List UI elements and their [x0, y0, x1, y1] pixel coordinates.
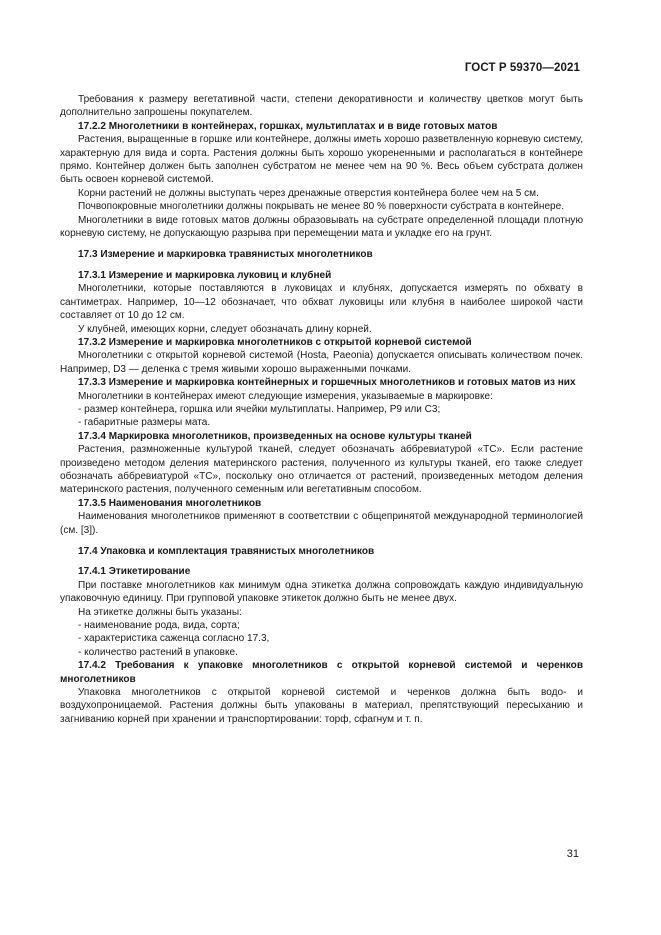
subsection-heading-17-3-2: 17.3.2 Измерение и маркировка многолетников с открытой корневой системой	[78, 336, 472, 348]
paragraph: На этикетке должны быть указаны:	[78, 606, 242, 618]
list-item: - размер контейнера, горшка или ячейки мультиплаты. Например, Р9 или С3;	[78, 403, 441, 415]
list-item: - характеристика саженца согласно 17.3,	[78, 633, 270, 645]
paragraph: Требования к размеру вегетативной части, степени декоративности и количеству цветков могут быть дополнительно запрошены покупателем.	[60, 94, 583, 119]
list-item: - наименование рода, вида, сорта;	[78, 620, 240, 632]
paragraph: Наименования многолетников применяют в соответствии с общепринятой международной терминологией (см. [3]).	[60, 511, 583, 536]
subsection-heading-17-4-2: 17.4.2 Требования к упаковке многолетников с открытой корневой системой и черенков многолетников	[60, 660, 583, 685]
subsection-heading-17-3-4: 17.3.4 Маркировка многолетников, произведенных на основе культуры тканей	[78, 430, 472, 442]
page-number: 31	[566, 848, 579, 860]
paragraph: Почвопокровные многолетники должны покрывать не менее 80 % поверхности субстрата в контейнере.	[78, 201, 565, 213]
subsection-heading-17-3-1: 17.3.1 Измерение и маркировка луковиц и клубней	[78, 269, 332, 281]
subsection-heading-17-4-1: 17.4.1 Этикетирование	[78, 566, 191, 578]
paragraph: При поставке многолетников как минимум одна этикетка должна сопровождать каждую индивидуальную упаковочную единицу. При групповой упаковке этикеток должно быть не менее двух.	[60, 579, 583, 605]
paragraph: Многолетники с открытой корневой системой (Hosta, Paeonia) допускается описывать количеством почек. Например, D3 — деленка с тремя живыми хорошо выраженными почками.	[60, 350, 583, 375]
paragraph: Многолетники в контейнерах имеют следующие измерения, указываемые в маркировке:	[78, 390, 493, 402]
list-item: - количество растений в упаковке.	[78, 646, 238, 658]
document-header-id: ГОСТ Р 59370—2021	[464, 62, 580, 74]
section-heading-17-3: 17.3 Измерение и маркировка травянистых многолетников	[78, 249, 373, 261]
subsection-heading-17-3-5: 17.3.5 Наименования многолетников	[78, 497, 262, 509]
subsection-heading-17-2-2: 17.2.2 Многолетники в контейнерах, горшках, мультиплатах и в виде готовых матов	[78, 120, 498, 132]
section-heading-17-4: 17.4 Упаковка и комплектация травянистых многолетников	[78, 546, 375, 557]
paragraph: Растения, выращенные в горшке или контейнере, должны иметь хорошо разветвленную корневую систему, характерную для вида и сорта. Растения должны быть хорошо укорененными и располагаться в контейнере прямо. Контейнер должен быть заполнен субстратом не менее чем на 90 %. Весь объем субстрата должен быть освоен корневой системой.	[60, 134, 583, 186]
page-content	[60, 93, 583, 726]
list-item: - габаритные размеры мата.	[78, 417, 211, 429]
paragraph: Многолетники в виде готовых матов должны образовывать на субстрате определенной площади плотную корневую систему, не допускающую разрыва при перемещении мата и укладке его на грунт.	[60, 214, 583, 240]
paragraph: Многолетники, которые поставляются в луковицах и клубнях, допускается измерять по обхвату в сантиметрах. Например, 10—12 обозначает, что обхват луковицы или клубня в наиболее широкой части составляет от 10 до 12 см.	[60, 283, 583, 322]
paragraph: У клубней, имеющих корни, следует обозначать длину корней.	[78, 323, 372, 335]
subsection-heading-17-3-3: 17.3.3 Измерение и маркировка контейнерных и горшечных многолетников и готовых матов из них	[78, 377, 576, 389]
paragraph: Растения, размноженные культурой тканей, следует обозначать аббревиатурой «ТС». Если растение произведено методом деления материнского растения, полученного из культуры тканей, его также следует обозначать аббревиатурой «ТС», поскольку оно отличается от растений, произведенных методом деления материнского растения, полученного семенным или вегетативным способом.	[60, 444, 583, 496]
paragraph: Корни растений не должны выступать через дренажные отверстия контейнера более чем на 5 см.	[78, 187, 539, 199]
paragraph: Упаковка многолетников с открытой корневой системой и черенков должна быть водо- и воздухопроницаемой. Растения должны быть упакованы в материал, препятствующий пересыханию и загниванию корней при хранении и транспортировании: торф, сфагнум и т. п.	[60, 687, 583, 725]
